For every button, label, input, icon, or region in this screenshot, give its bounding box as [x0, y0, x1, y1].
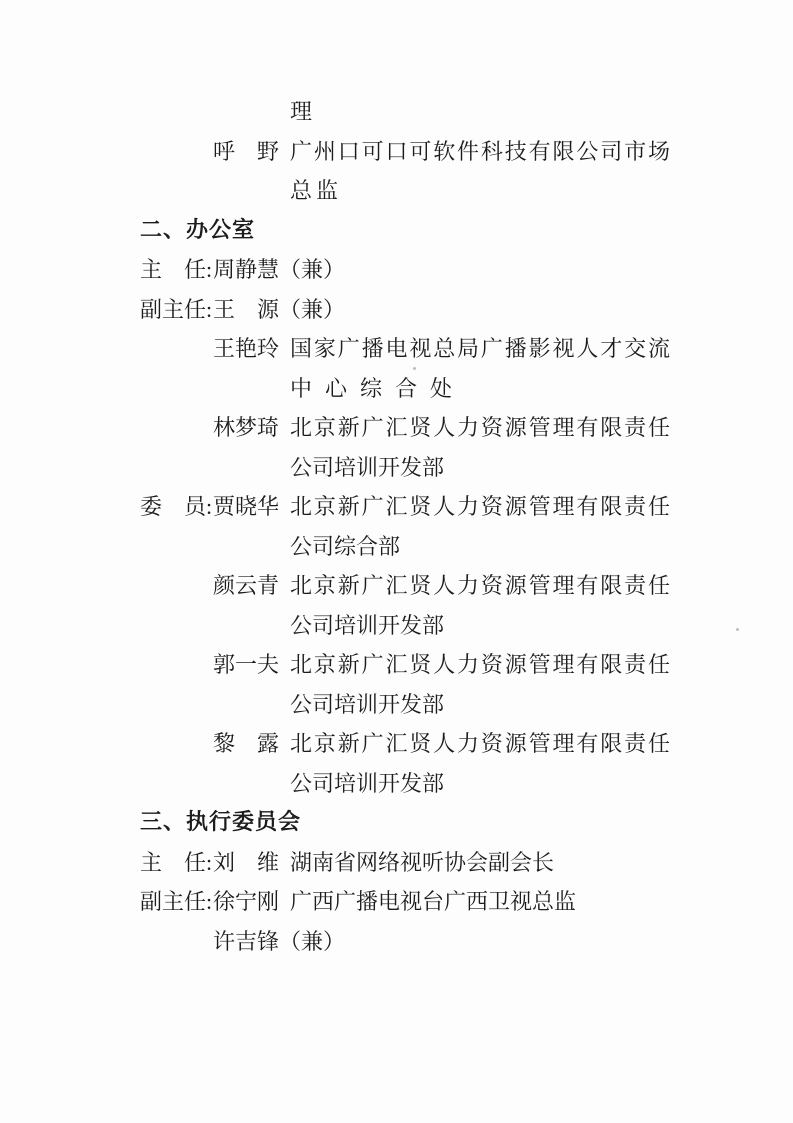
roster-row: [0, 644, 793, 684]
person-name: 颜云青: [213, 573, 280, 599]
role-label: 主 任:: [140, 849, 213, 875]
document-body: [0, 91, 793, 960]
person-name: 周静慧（兼）: [213, 257, 346, 283]
roster-continuation-row: [0, 526, 793, 566]
person-name: 呼 野: [213, 138, 280, 164]
roster-row: [0, 921, 793, 961]
roster-row: [0, 131, 793, 171]
organization-title: 公司培训开发部: [290, 612, 445, 638]
roster-row: [0, 328, 793, 368]
roster-row: [0, 723, 793, 763]
roster-row: [0, 289, 793, 329]
person-name: 贾晓华: [213, 494, 280, 520]
section-heading: 二、办公室: [140, 216, 256, 242]
organization-title: 北京新广汇贤人力资源管理有限责任: [290, 731, 670, 757]
organization-title: 北京新广汇贤人力资源管理有限责任: [290, 652, 670, 678]
roster-continuation-row: [0, 170, 793, 210]
organization-title: 广州口可口可软件科技有限公司市场: [290, 138, 670, 164]
organization-title: 公司培训开发部: [290, 770, 445, 796]
scan-speck: [736, 628, 739, 631]
roster-row: [0, 842, 793, 882]
organization-title: 广西广播电视台广西卫视总监: [290, 889, 577, 915]
organization-title: 北京新广汇贤人力资源管理有限责任: [290, 494, 670, 520]
person-name: 林梦琦: [213, 415, 280, 441]
organization-title: 公司综合部: [290, 533, 401, 559]
role-label: 副主任:: [140, 889, 213, 915]
roster-row: [0, 407, 793, 447]
organization-title: 北京新广汇贤人力资源管理有限责任: [290, 573, 670, 599]
organization-title: 北京新广汇贤人力资源管理有限责任: [290, 415, 670, 441]
roster-row: [0, 486, 793, 526]
roster-continuation-row: [0, 763, 793, 803]
person-name: 王 源（兼）: [213, 296, 346, 322]
roster-row: [0, 249, 793, 289]
section-heading: 三、执行委员会: [140, 809, 302, 834]
person-name: 许吉锋（兼）: [213, 928, 346, 954]
role-label: 主 任:: [140, 257, 213, 283]
person-name: 刘 维: [213, 849, 280, 875]
roster-continuation-row: [0, 605, 793, 645]
person-name: 黎 露: [213, 731, 280, 757]
role-label: 委 员:: [140, 494, 213, 520]
roster-row: [0, 565, 793, 605]
organization-title: 中心综合处: [290, 375, 466, 401]
roster-continuation-row: [0, 447, 793, 487]
organization-title: 理: [290, 99, 313, 125]
person-name: 郭一夫: [213, 652, 280, 678]
person-name: 王艳玲: [213, 336, 280, 362]
person-name: 徐宁刚: [213, 889, 280, 915]
organization-title: 湖南省网络视听协会副会长: [290, 849, 555, 875]
roster-continuation-row: [0, 368, 793, 408]
organization-title: 公司培训开发部: [290, 691, 445, 717]
roster-row: [0, 881, 793, 921]
organization-title: 公司培训开发部: [290, 454, 445, 480]
scan-speck: [413, 367, 416, 370]
roster-continuation-row: [0, 684, 793, 724]
role-label: 副主任:: [140, 296, 213, 322]
organization-title: 总监: [290, 178, 343, 204]
organization-title: 国家广播电视总局广播影视人才交流: [290, 336, 670, 362]
roster-continuation-row: [0, 91, 793, 131]
